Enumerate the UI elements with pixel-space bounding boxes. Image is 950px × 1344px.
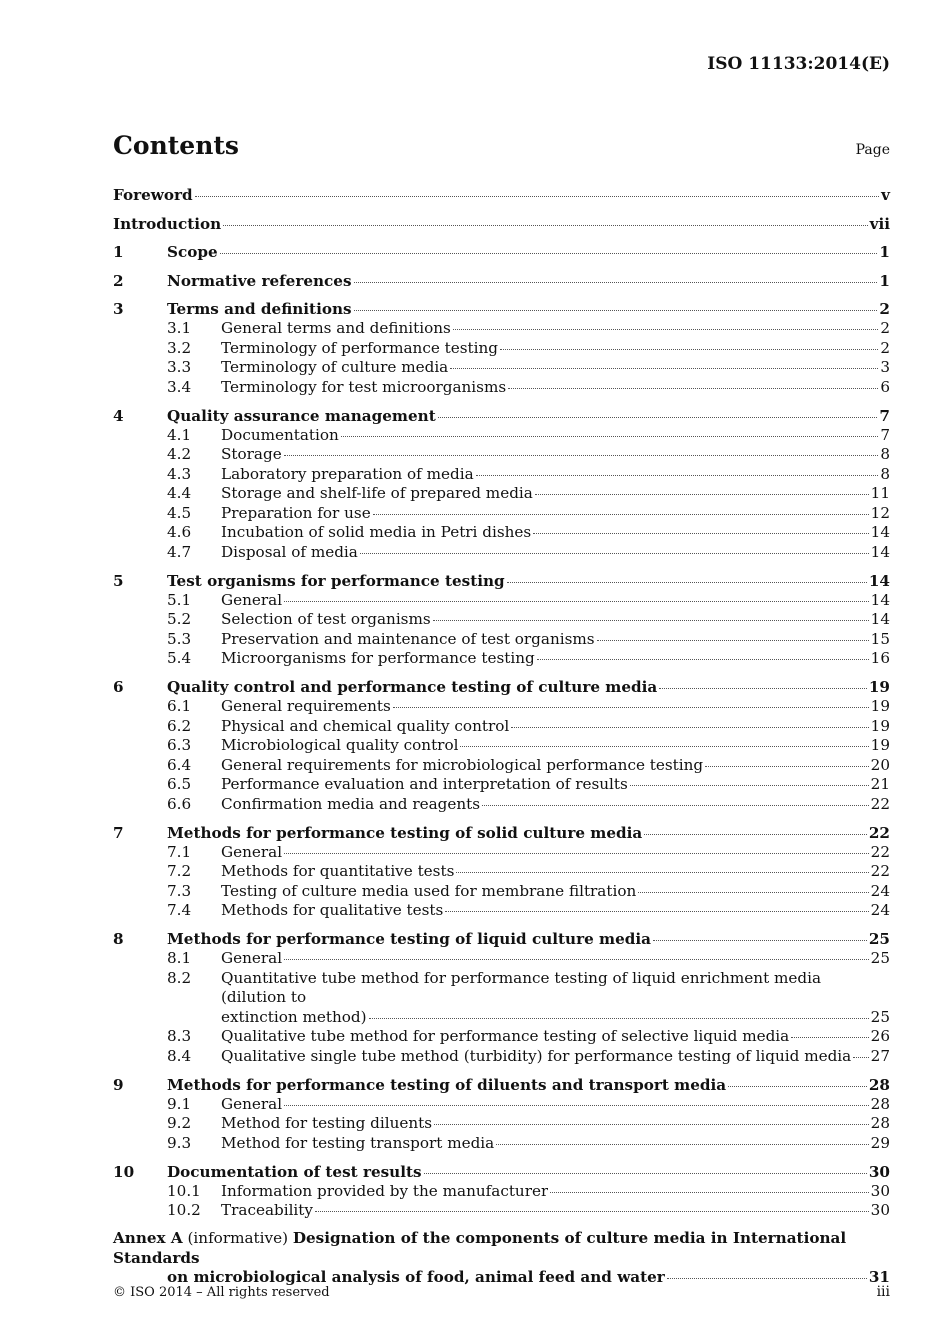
clause-number: 6 bbox=[113, 678, 124, 696]
subclause-title: Performance evaluation and interpretation of results bbox=[221, 775, 628, 793]
subclause-number: 9.3 bbox=[167, 1133, 192, 1152]
dot-leader bbox=[433, 620, 869, 621]
dot-leader bbox=[533, 533, 868, 534]
toc-subclause[interactable] bbox=[113, 1114, 890, 1134]
annex-kind: (informative) bbox=[182, 1229, 293, 1247]
clause-title: Test organisms for performance testing bbox=[167, 571, 505, 590]
dot-leader bbox=[393, 707, 869, 708]
subclause-number: 10.1 bbox=[167, 1181, 201, 1200]
toc-subclause[interactable] bbox=[113, 736, 890, 756]
annex-title-line: Designation of the components of culture media in International Standards bbox=[113, 1229, 847, 1267]
subclause-page: 14 bbox=[870, 590, 890, 609]
subclause-number: 9.2 bbox=[167, 1114, 192, 1132]
subclause-page: 14 bbox=[870, 610, 890, 628]
clause-title: Scope bbox=[167, 243, 218, 261]
subclause-title: General bbox=[221, 949, 283, 967]
subclause-number: 7.1 bbox=[167, 842, 192, 861]
dot-leader bbox=[284, 1105, 869, 1106]
dot-leader bbox=[535, 494, 869, 495]
subclause-title: Methods for quantitative tests bbox=[221, 862, 455, 880]
toc-subclause[interactable] bbox=[113, 882, 890, 902]
toc-subclause[interactable] bbox=[113, 697, 890, 717]
subclause-number: 4.3 bbox=[167, 464, 192, 483]
toc-subclause[interactable] bbox=[113, 339, 890, 359]
subclause-title: Documentation bbox=[221, 425, 339, 444]
subclause-page: 7 bbox=[880, 425, 890, 444]
subclause-number: 5.2 bbox=[167, 610, 192, 628]
toc-subclause[interactable] bbox=[113, 843, 890, 863]
subclause-page: 19 bbox=[870, 697, 890, 715]
dot-leader bbox=[360, 553, 869, 554]
toc-subclause[interactable] bbox=[113, 319, 890, 339]
subclause-title: Microbiological quality control bbox=[221, 736, 459, 754]
subclause-number: 8.3 bbox=[167, 1027, 192, 1045]
clause-page: 1 bbox=[879, 271, 890, 290]
annex-label: Annex A bbox=[113, 1229, 183, 1247]
subclause-page: 24 bbox=[870, 901, 890, 919]
clause-number: 5 bbox=[113, 571, 124, 590]
toc-subclause[interactable] bbox=[113, 358, 890, 378]
toc-clause[interactable] bbox=[113, 823, 890, 843]
dot-leader bbox=[653, 940, 867, 941]
subclause-number: 7.3 bbox=[167, 881, 192, 900]
toc-entry-title: Foreword bbox=[113, 186, 193, 204]
subclause-page: 8 bbox=[880, 464, 890, 483]
subclause-title-line: Quantitative tube method for performance testing of liquid enrichment media (dilution to bbox=[221, 968, 822, 1006]
dot-leader bbox=[667, 1278, 867, 1279]
dot-leader bbox=[550, 1192, 868, 1193]
toc-clause[interactable] bbox=[113, 1075, 890, 1095]
subclause-number: 5.4 bbox=[167, 649, 192, 667]
clause-page: 1 bbox=[879, 243, 890, 261]
toc-subclause[interactable] bbox=[113, 1201, 890, 1221]
subclause-title: Methods for qualitative tests bbox=[221, 901, 444, 919]
subclause-number: 7.4 bbox=[167, 901, 192, 919]
subclause-page: 30 bbox=[870, 1201, 890, 1219]
clause-number: 9 bbox=[113, 1075, 124, 1094]
toc-subclause[interactable] bbox=[113, 1047, 890, 1067]
toc-subclause[interactable] bbox=[113, 426, 890, 446]
subclause-page: 22 bbox=[870, 862, 890, 880]
toc-subclause[interactable] bbox=[113, 1182, 890, 1202]
clause-page: 25 bbox=[868, 930, 890, 948]
subclause-title: Storage bbox=[221, 445, 282, 463]
dot-leader bbox=[644, 834, 867, 835]
subclause-page: 28 bbox=[870, 1094, 890, 1113]
subclause-page: 22 bbox=[870, 794, 890, 813]
subclause-number: 9.1 bbox=[167, 1094, 192, 1113]
toc-subclause[interactable] bbox=[113, 630, 890, 650]
subclause-title: Terminology of performance testing bbox=[221, 338, 499, 357]
subclause-number: 6.5 bbox=[167, 775, 192, 793]
dot-leader bbox=[445, 911, 868, 912]
subclause-page: 2 bbox=[880, 338, 890, 357]
dot-leader bbox=[434, 1124, 869, 1125]
annex-first-line bbox=[113, 1229, 890, 1268]
subclause-title: Terminology for test microorganisms bbox=[221, 377, 507, 396]
dot-leader bbox=[597, 640, 869, 641]
subclause-title: Testing of culture media used for membrane filtration bbox=[221, 881, 637, 900]
subclause-number: 6.6 bbox=[167, 794, 192, 813]
subclause-number: 5.3 bbox=[167, 629, 192, 648]
dot-leader bbox=[496, 1144, 868, 1145]
clause-page: 22 bbox=[868, 823, 890, 842]
toc-subclause[interactable] bbox=[113, 445, 890, 465]
toc-subclause[interactable] bbox=[113, 523, 890, 543]
subclause-number: 4.1 bbox=[167, 425, 192, 444]
toc-subclause[interactable] bbox=[113, 717, 890, 737]
clause-page: 28 bbox=[868, 1075, 890, 1094]
toc-subclause[interactable] bbox=[113, 591, 890, 611]
page-title: Contents bbox=[113, 131, 240, 160]
subclause-page: 22 bbox=[870, 842, 890, 861]
clause-title: Methods for performance testing of diluents and transport media bbox=[167, 1075, 727, 1094]
subclause-title: General terms and definitions bbox=[221, 319, 451, 337]
toc-clause[interactable] bbox=[113, 242, 890, 262]
subclause-page: 26 bbox=[870, 1027, 890, 1045]
clause-page: 14 bbox=[868, 571, 890, 590]
toc-subclause[interactable] bbox=[113, 378, 890, 398]
clause-title: Terms and definitions bbox=[167, 300, 352, 318]
subclause-page: 25 bbox=[870, 949, 890, 967]
toc-subclause[interactable] bbox=[113, 949, 890, 969]
dot-leader bbox=[424, 1173, 867, 1174]
subclause-page: 14 bbox=[870, 523, 890, 541]
subclause-title: General requirements for microbiological performance testing bbox=[221, 755, 704, 774]
toc-subclause[interactable] bbox=[113, 543, 890, 563]
toc-clause[interactable] bbox=[113, 271, 890, 291]
dot-leader bbox=[354, 282, 878, 283]
dot-leader bbox=[728, 1086, 867, 1087]
subclause-number: 3.1 bbox=[167, 319, 192, 337]
toc-subclause[interactable] bbox=[113, 1134, 890, 1154]
subclause-page: 20 bbox=[870, 755, 890, 774]
dot-leader bbox=[511, 727, 868, 728]
toc-entry[interactable] bbox=[113, 214, 890, 234]
clause-number: 2 bbox=[113, 271, 124, 290]
toc-clause[interactable] bbox=[113, 1162, 890, 1182]
subclause-number: 3.3 bbox=[167, 358, 192, 376]
dot-leader bbox=[450, 368, 878, 369]
subclause-number: 4.7 bbox=[167, 542, 192, 561]
toc-subclause[interactable] bbox=[113, 465, 890, 485]
subclause-page: 24 bbox=[870, 881, 890, 900]
subclause-title: Terminology of culture media bbox=[221, 358, 449, 376]
subclause-title: Storage and shelf-life of prepared media bbox=[221, 484, 533, 502]
toc-subclause[interactable] bbox=[113, 969, 890, 1028]
toc-entry-title: Introduction bbox=[113, 214, 222, 233]
dot-leader bbox=[438, 417, 878, 418]
subclause-page: 28 bbox=[870, 1114, 890, 1132]
subclause-number: 7.2 bbox=[167, 862, 192, 880]
subclause-title: Traceability bbox=[221, 1201, 313, 1219]
subclause-title-last-line bbox=[221, 1008, 890, 1028]
dot-leader bbox=[476, 475, 879, 476]
dot-leader bbox=[456, 872, 868, 873]
subclause-number: 6.3 bbox=[167, 736, 192, 754]
toc-clause[interactable] bbox=[113, 299, 890, 319]
clause-page: 7 bbox=[879, 406, 890, 425]
subclause-number: 8.2 bbox=[167, 968, 192, 987]
clause-page: 19 bbox=[868, 678, 890, 696]
subclause-page: 21 bbox=[870, 775, 890, 793]
toc-subclause[interactable] bbox=[113, 756, 890, 776]
dot-leader bbox=[705, 766, 869, 767]
dot-leader bbox=[537, 659, 869, 660]
toc-annex[interactable] bbox=[113, 1229, 890, 1288]
dot-leader bbox=[223, 225, 867, 226]
toc-subclause[interactable] bbox=[113, 775, 890, 795]
subclause-title: Selection of test organisms bbox=[221, 610, 431, 628]
toc-subclause[interactable] bbox=[113, 795, 890, 815]
subclause-number: 3.4 bbox=[167, 377, 192, 396]
subclause-page: 2 bbox=[880, 319, 890, 337]
dot-leader bbox=[507, 582, 867, 583]
subclause-number: 8.1 bbox=[167, 949, 192, 967]
subclause-title: Method for testing diluents bbox=[221, 1114, 433, 1132]
subclause-number: 4.6 bbox=[167, 523, 192, 541]
subclause-title: Laboratory preparation of media bbox=[221, 464, 474, 483]
dot-leader bbox=[453, 329, 879, 330]
clause-number: 3 bbox=[113, 300, 124, 318]
subclause-title: General bbox=[221, 590, 283, 609]
toc-clause[interactable] bbox=[113, 929, 890, 949]
toc-clause[interactable] bbox=[113, 677, 890, 697]
subclause-page: 6 bbox=[880, 377, 890, 396]
toc-subclause[interactable] bbox=[113, 484, 890, 504]
toc-clause[interactable] bbox=[113, 571, 890, 591]
subclause-title-line: extinction method) bbox=[221, 1007, 367, 1026]
dot-leader bbox=[853, 1057, 868, 1058]
table-of-contents bbox=[113, 185, 890, 1288]
subclause-title-block bbox=[221, 969, 890, 1028]
dot-leader bbox=[220, 253, 878, 254]
dot-leader bbox=[284, 853, 869, 854]
subclause-title: General bbox=[221, 1094, 283, 1113]
clause-page: 2 bbox=[879, 300, 890, 318]
dot-leader bbox=[315, 1211, 869, 1212]
subclause-title: Information provided by the manufacturer bbox=[221, 1181, 549, 1200]
clause-title: Quality control and performance testing of culture media bbox=[167, 678, 658, 696]
dot-leader bbox=[369, 1018, 869, 1019]
subclause-number: 10.2 bbox=[167, 1201, 201, 1219]
subclause-page: 25 bbox=[870, 1007, 890, 1026]
dot-leader bbox=[354, 310, 878, 311]
dot-leader bbox=[284, 455, 879, 456]
dot-leader bbox=[284, 959, 869, 960]
subclause-title: Qualitative tube method for performance testing of selective liquid media bbox=[221, 1027, 790, 1045]
dot-leader bbox=[659, 688, 867, 689]
annex-title-line: on microbiological analysis of food, animal feed and water bbox=[167, 1268, 665, 1286]
subclause-title: Disposal of media bbox=[221, 542, 358, 561]
subclause-page: 12 bbox=[870, 503, 890, 522]
toc-subclause[interactable] bbox=[113, 901, 890, 921]
dot-leader bbox=[284, 601, 869, 602]
clause-title: Quality assurance management bbox=[167, 406, 436, 425]
clause-number: 1 bbox=[113, 243, 124, 261]
clause-page: 30 bbox=[868, 1162, 890, 1181]
subclause-title: Incubation of solid media in Petri dishes bbox=[221, 523, 532, 541]
dot-leader bbox=[630, 785, 869, 786]
annex-page: 31 bbox=[868, 1268, 890, 1286]
dot-leader bbox=[500, 349, 878, 350]
subclause-page: 29 bbox=[870, 1133, 890, 1152]
subclause-number: 3.2 bbox=[167, 338, 192, 357]
subclause-page: 14 bbox=[870, 542, 890, 561]
toc-entry-page: v bbox=[881, 186, 890, 204]
subclause-page: 16 bbox=[870, 649, 890, 667]
toc-subclause[interactable] bbox=[113, 504, 890, 524]
subclause-page: 27 bbox=[870, 1046, 890, 1065]
subclause-number: 4.2 bbox=[167, 445, 192, 463]
subclause-number: 6.4 bbox=[167, 755, 192, 774]
subclause-number: 4.4 bbox=[167, 484, 192, 502]
clause-title: Normative references bbox=[167, 271, 352, 290]
clause-number: 10 bbox=[113, 1162, 135, 1181]
subclause-page: 3 bbox=[880, 358, 890, 376]
dot-leader bbox=[508, 388, 878, 389]
dot-leader bbox=[373, 514, 869, 515]
toc-subclause[interactable] bbox=[113, 649, 890, 669]
clause-title: Methods for performance testing of liquid culture media bbox=[167, 930, 651, 948]
toc-entry[interactable] bbox=[113, 185, 890, 205]
dot-leader bbox=[460, 746, 868, 747]
subclause-number: 6.2 bbox=[167, 716, 192, 735]
clause-title: Methods for performance testing of solid culture media bbox=[167, 823, 643, 842]
clause-title: Documentation of test results bbox=[167, 1162, 422, 1181]
subclause-title: Preservation and maintenance of test organisms bbox=[221, 629, 595, 648]
toc-subclause[interactable] bbox=[113, 610, 890, 630]
subclause-page: 8 bbox=[880, 445, 890, 463]
subclause-page: 19 bbox=[870, 736, 890, 754]
subclause-title: General requirements bbox=[221, 697, 391, 715]
subclause-number: 5.1 bbox=[167, 590, 192, 609]
document-code: ISO 11133:2014(E) bbox=[707, 54, 890, 74]
subclause-title: Physical and chemical quality control bbox=[221, 716, 510, 735]
toc-clause[interactable] bbox=[113, 406, 890, 426]
toc-subclause[interactable] bbox=[113, 862, 890, 882]
toc-subclause[interactable] bbox=[113, 1095, 890, 1115]
page-number: iii bbox=[876, 1284, 890, 1300]
subclause-page: 15 bbox=[870, 629, 890, 648]
clause-number: 4 bbox=[113, 406, 124, 425]
clause-number: 7 bbox=[113, 823, 124, 842]
page-column-label: Page bbox=[855, 142, 890, 158]
subclause-title: Confirmation media and reagents bbox=[221, 794, 481, 813]
subclause-title: General bbox=[221, 842, 283, 861]
dot-leader bbox=[341, 436, 879, 437]
dot-leader bbox=[638, 892, 868, 893]
subclause-number: 8.4 bbox=[167, 1046, 192, 1065]
copyright-notice: © ISO 2014 – All rights reserved bbox=[113, 1285, 330, 1300]
clause-number: 8 bbox=[113, 930, 124, 948]
subclause-page: 11 bbox=[870, 484, 890, 502]
subclause-number: 4.5 bbox=[167, 503, 192, 522]
subclause-title: Preparation for use bbox=[221, 503, 371, 522]
subclause-page: 19 bbox=[870, 716, 890, 735]
toc-subclause[interactable] bbox=[113, 1027, 890, 1047]
toc-entry-page: vii bbox=[869, 214, 890, 233]
dot-leader bbox=[195, 196, 880, 197]
dot-leader bbox=[791, 1037, 868, 1038]
dot-leader bbox=[482, 805, 869, 806]
subclause-number: 6.1 bbox=[167, 697, 192, 715]
subclause-title: Method for testing transport media bbox=[221, 1133, 495, 1152]
subclause-title: Microorganisms for performance testing bbox=[221, 649, 535, 667]
subclause-title: Qualitative single tube method (turbidity) for performance testing of liquid media bbox=[221, 1046, 852, 1065]
subclause-page: 30 bbox=[870, 1181, 890, 1200]
